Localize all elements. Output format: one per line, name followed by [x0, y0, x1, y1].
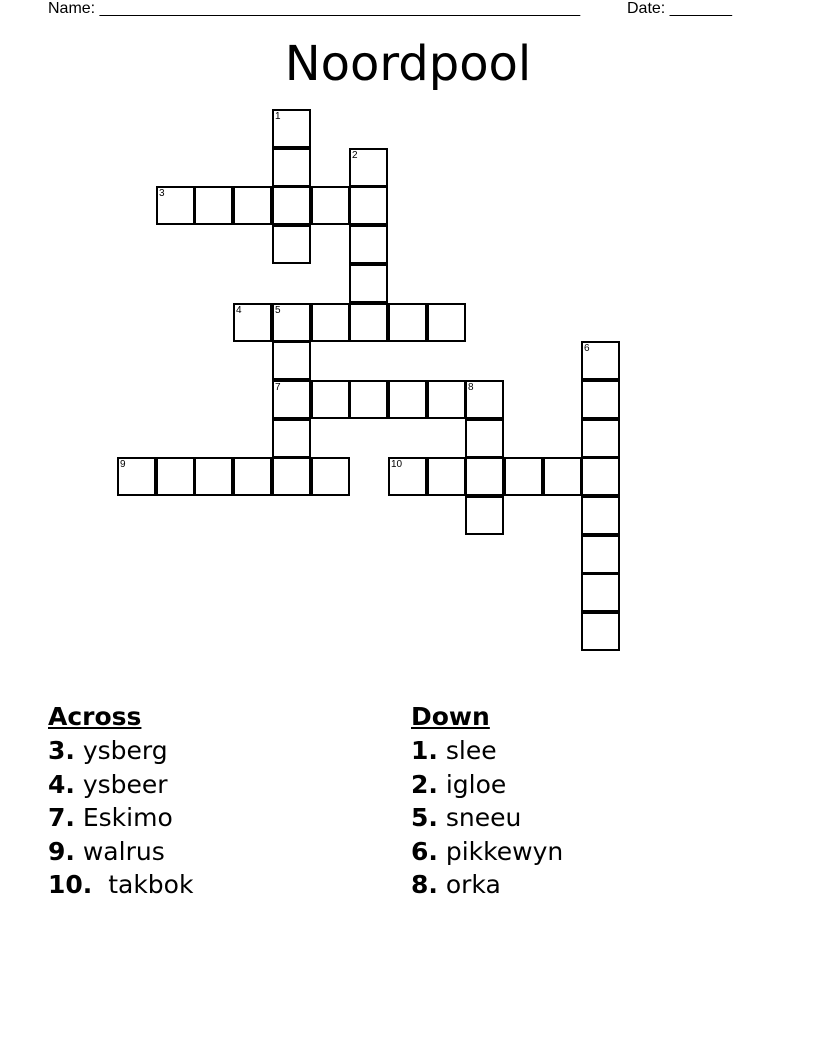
- clue-number: 1.: [411, 736, 438, 765]
- clue-number: 3.: [48, 736, 75, 765]
- puzzle-title: Noordpool: [284, 36, 532, 92]
- grid-cell[interactable]: [311, 380, 350, 419]
- clue-across: [48, 835, 193, 869]
- clue-number: 10.: [48, 870, 93, 899]
- grid-cell[interactable]: [349, 225, 388, 264]
- grid-cell[interactable]: [233, 457, 272, 496]
- cell-number: 8: [468, 382, 474, 393]
- grid-cell[interactable]: [581, 535, 620, 574]
- grid-cell[interactable]: [581, 457, 620, 496]
- clue-text: walrus: [82, 836, 165, 866]
- grid-cell[interactable]: [349, 186, 388, 225]
- grid-cell[interactable]: [194, 457, 233, 496]
- clue-number: 7.: [48, 803, 75, 832]
- clue-number: 9.: [48, 836, 75, 866]
- clue-number: 6.: [411, 836, 438, 866]
- grid-cell[interactable]: [233, 303, 272, 342]
- cell-number: 6: [584, 343, 590, 354]
- grid-cell[interactable]: [272, 148, 311, 187]
- grid-cell[interactable]: [388, 457, 427, 496]
- clue-text: sneeu: [445, 803, 522, 832]
- grid-cell[interactable]: [272, 457, 311, 496]
- clue-text: orka: [445, 870, 501, 899]
- grid-cell[interactable]: [311, 457, 350, 496]
- grid-cell[interactable]: [272, 225, 311, 264]
- grid-cell[interactable]: [581, 573, 620, 612]
- clue-down: [411, 868, 563, 902]
- grid-cell[interactable]: [388, 303, 427, 342]
- cell-number: 1: [275, 111, 281, 122]
- grid-cell[interactable]: [311, 186, 350, 225]
- across-heading: Across: [48, 702, 142, 731]
- grid-cell[interactable]: [465, 496, 504, 535]
- clue-text: ysbeer: [82, 769, 168, 799]
- grid-cell[interactable]: [465, 457, 504, 496]
- grid-cell[interactable]: [272, 341, 311, 380]
- grid-cell[interactable]: [581, 612, 620, 651]
- grid-cell[interactable]: [272, 380, 311, 419]
- clue-across: [48, 801, 193, 835]
- grid-cell[interactable]: [465, 380, 504, 419]
- grid-cell[interactable]: [272, 109, 311, 148]
- clue-down: [411, 734, 563, 768]
- clue-across: [48, 734, 193, 768]
- grid-cell[interactable]: [388, 380, 427, 419]
- clue-down: [411, 768, 563, 802]
- down-clues: [411, 700, 563, 902]
- clue-down: [411, 835, 563, 869]
- grid-cell[interactable]: [349, 303, 388, 342]
- grid-cell[interactable]: [543, 457, 582, 496]
- clue-number: 4.: [48, 769, 75, 799]
- grid-cell[interactable]: [311, 303, 350, 342]
- grid-cell[interactable]: [427, 457, 466, 496]
- grid-cell[interactable]: [233, 186, 272, 225]
- grid-cell[interactable]: [272, 419, 311, 458]
- cell-number: 3: [159, 188, 165, 199]
- clue-text: slee: [445, 736, 497, 765]
- grid-cell[interactable]: [581, 419, 620, 458]
- clue-text: Eskimo: [82, 803, 173, 832]
- grid-cell[interactable]: [194, 186, 233, 225]
- grid-cell[interactable]: [504, 457, 543, 496]
- clue-across: [48, 768, 193, 802]
- clue-across: [48, 868, 193, 902]
- grid-cell[interactable]: [581, 341, 620, 380]
- cell-number: 2: [352, 150, 358, 161]
- date-label: Date:: [627, 0, 666, 17]
- grid-cell[interactable]: [427, 303, 466, 342]
- clue-number: 5.: [411, 803, 438, 832]
- clue-text: pikkewyn: [445, 836, 564, 866]
- clue-number: 2.: [411, 769, 438, 799]
- grid-cell[interactable]: [156, 457, 195, 496]
- clue-number: 8.: [411, 870, 438, 899]
- cell-number: 10: [391, 459, 403, 470]
- grid-cell[interactable]: [349, 148, 388, 187]
- grid-cell[interactable]: [349, 264, 388, 303]
- grid-cell[interactable]: [581, 380, 620, 419]
- grid-cell[interactable]: [272, 186, 311, 225]
- grid-cell[interactable]: [581, 496, 620, 535]
- grid-cell[interactable]: [156, 186, 195, 225]
- down-heading: Down: [411, 702, 490, 731]
- grid-cell[interactable]: [272, 303, 311, 342]
- cell-number: 5: [275, 305, 281, 316]
- across-clues: [48, 700, 193, 902]
- clue-text: takbok: [108, 870, 194, 899]
- clue-text: igloe: [445, 769, 507, 799]
- grid-cell[interactable]: [349, 380, 388, 419]
- grid-cell[interactable]: [465, 419, 504, 458]
- cell-number: 9: [120, 459, 126, 470]
- grid-cell[interactable]: [117, 457, 156, 496]
- cell-number: 7: [275, 382, 281, 393]
- cell-number: 4: [236, 305, 242, 316]
- name-label: Name:: [48, 0, 96, 17]
- clue-down: [411, 801, 563, 835]
- name-blank[interactable]: ______________________________________________________: [99, 0, 581, 17]
- date-blank[interactable]: _______: [669, 0, 732, 17]
- grid-cell[interactable]: [427, 380, 466, 419]
- clue-text: ysberg: [82, 736, 168, 765]
